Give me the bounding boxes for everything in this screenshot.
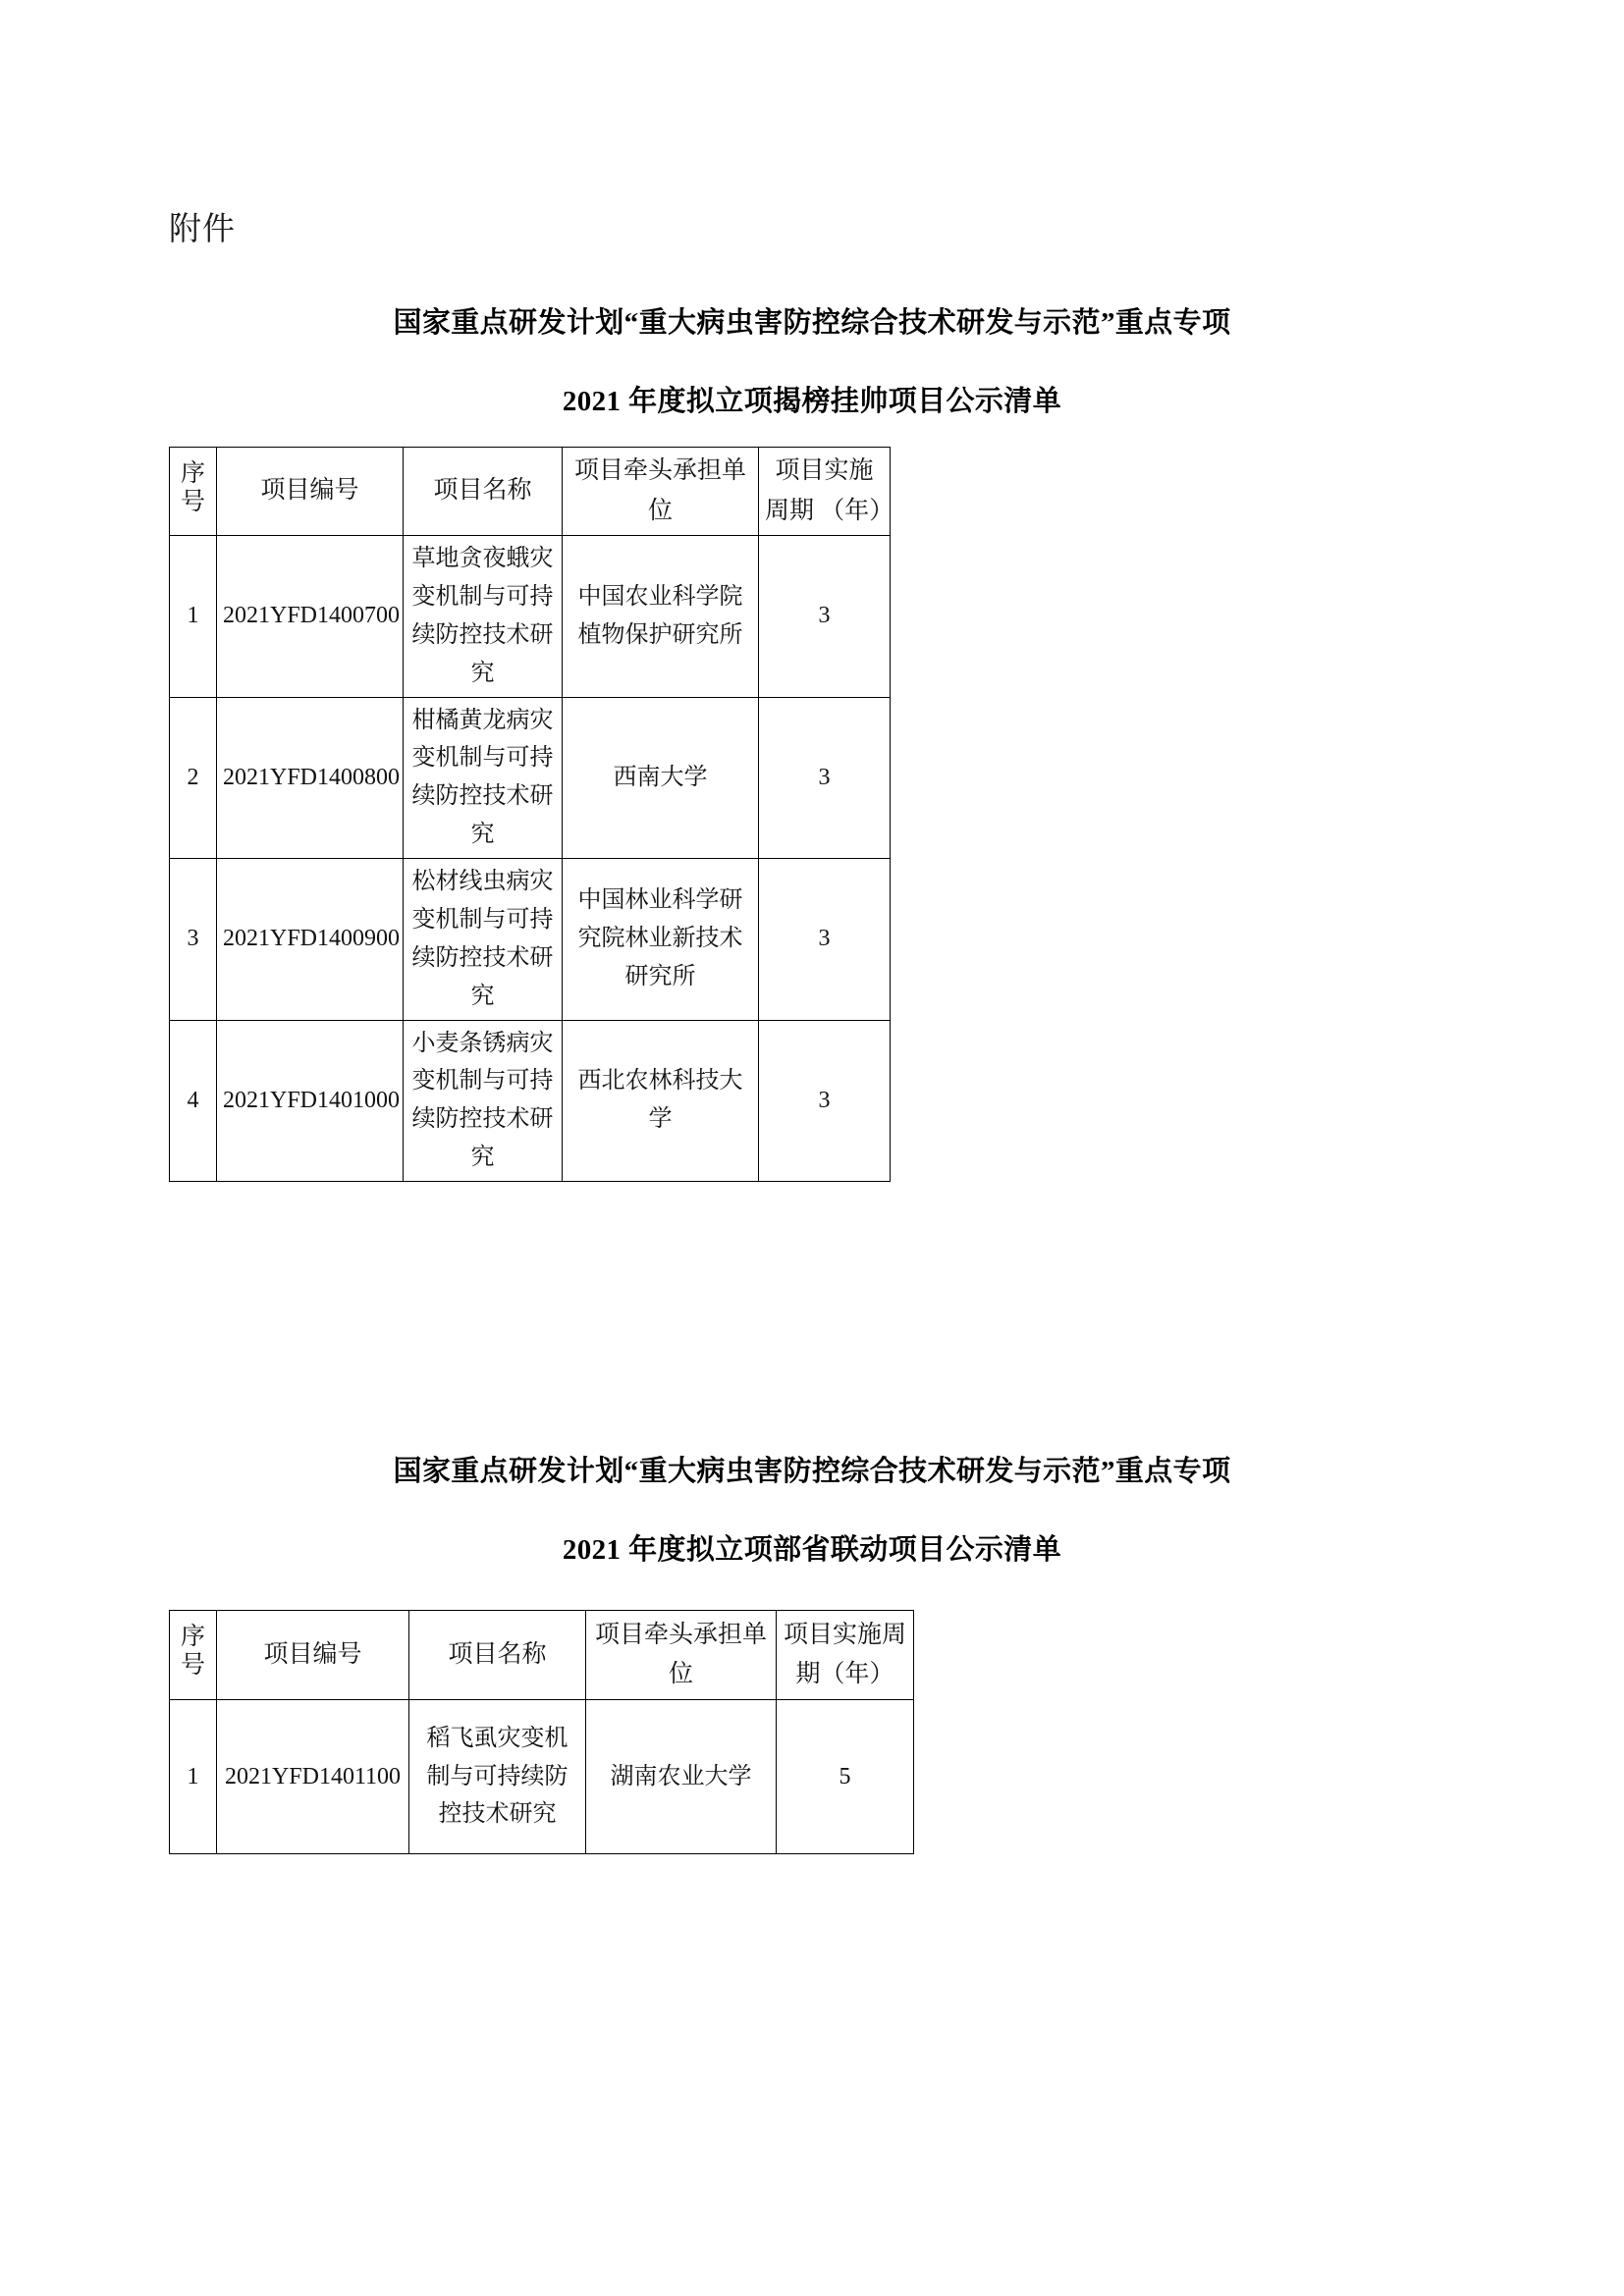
column-header-duration: 项目实施周期 （年）: [759, 448, 891, 536]
column-header-name: 项目名称: [404, 448, 563, 536]
projects-table-jiebangguashuai: [169, 447, 894, 1182]
cell-code: 2021YFD1400800: [217, 697, 404, 859]
cell-name: 柑橘黄龙病灾变机制与可持续防控技术研究: [404, 697, 563, 859]
cell-org: 西南大学: [563, 697, 759, 859]
cell-code: 2021YFD1401000: [217, 1020, 404, 1182]
section-one-subtitle: 2021 年度拟立项揭榜挂帅项目公示清单: [562, 386, 1062, 417]
cell-org: 中国农业科学院植物保护研究所: [563, 536, 759, 698]
cell-org: 湖南农业大学: [586, 1700, 777, 1854]
cell-org: 西北农林科技大学: [563, 1020, 759, 1182]
column-header-code: 项目编号: [217, 448, 404, 536]
table-row: [170, 536, 891, 698]
cell-name: 稻飞虱灾变机制与可持续防控技术研究: [409, 1700, 586, 1854]
table-header-row: [170, 1611, 914, 1700]
column-header-org: 项目牵头承担单位: [563, 448, 759, 536]
cell-duration: 3: [759, 697, 891, 859]
column-header-seq: [170, 1611, 217, 1700]
cell-seq: 1: [170, 1700, 217, 1854]
cell-name: 松材线虫病灾变机制与可持续防控技术研究: [404, 859, 563, 1021]
cell-duration: 3: [759, 536, 891, 698]
cell-name: 草地贪夜蛾灾变机制与可持续防控技术研究: [404, 536, 563, 698]
column-header-name: 项目名称: [409, 1611, 586, 1700]
cell-org: 中国林业科学研究院林业新技术研究所: [563, 859, 759, 1021]
column-header-seq-text: 序号: [180, 1624, 205, 1680]
column-header-seq: [170, 448, 217, 536]
table-row: [170, 697, 891, 859]
column-header-code: 项目编号: [217, 1611, 409, 1700]
column-header-org: 项目牵头承担单位: [586, 1611, 777, 1700]
cell-seq: 1: [170, 536, 217, 698]
table-row: [170, 1700, 914, 1854]
cell-name: 小麦条锈病灾变机制与可持续防控技术研究: [404, 1020, 563, 1182]
column-header-seq-text: 序号: [180, 459, 205, 515]
section-two-title: 国家重点研发计划“重大病虫害防控综合技术研发与示范”重点专项: [393, 1456, 1231, 1487]
section-one-title: 国家重点研发计划“重大病虫害防控综合技术研发与示范”重点专项: [393, 307, 1231, 339]
cell-seq: 3: [170, 859, 217, 1021]
cell-seq: 2: [170, 697, 217, 859]
table-row: [170, 1020, 891, 1182]
table-row: [170, 859, 891, 1021]
cell-code: 2021YFD1400700: [217, 536, 404, 698]
attachment-label: 附件: [169, 212, 236, 247]
projects-table-bushenglian dong: [169, 1610, 914, 1854]
cell-code: 2021YFD1400900: [217, 859, 404, 1021]
column-header-duration: 项目实施周期（年）: [777, 1611, 914, 1700]
cell-code: 2021YFD1401100: [217, 1700, 409, 1854]
section-two-subtitle: 2021 年度拟立项部省联动项目公示清单: [562, 1534, 1062, 1566]
cell-duration: 5: [777, 1700, 914, 1854]
cell-seq: 4: [170, 1020, 217, 1182]
cell-duration: 3: [759, 859, 891, 1021]
table-header-row: [170, 448, 891, 536]
table-body: [170, 536, 891, 1182]
table-body: [170, 1700, 914, 1854]
cell-duration: 3: [759, 1020, 891, 1182]
